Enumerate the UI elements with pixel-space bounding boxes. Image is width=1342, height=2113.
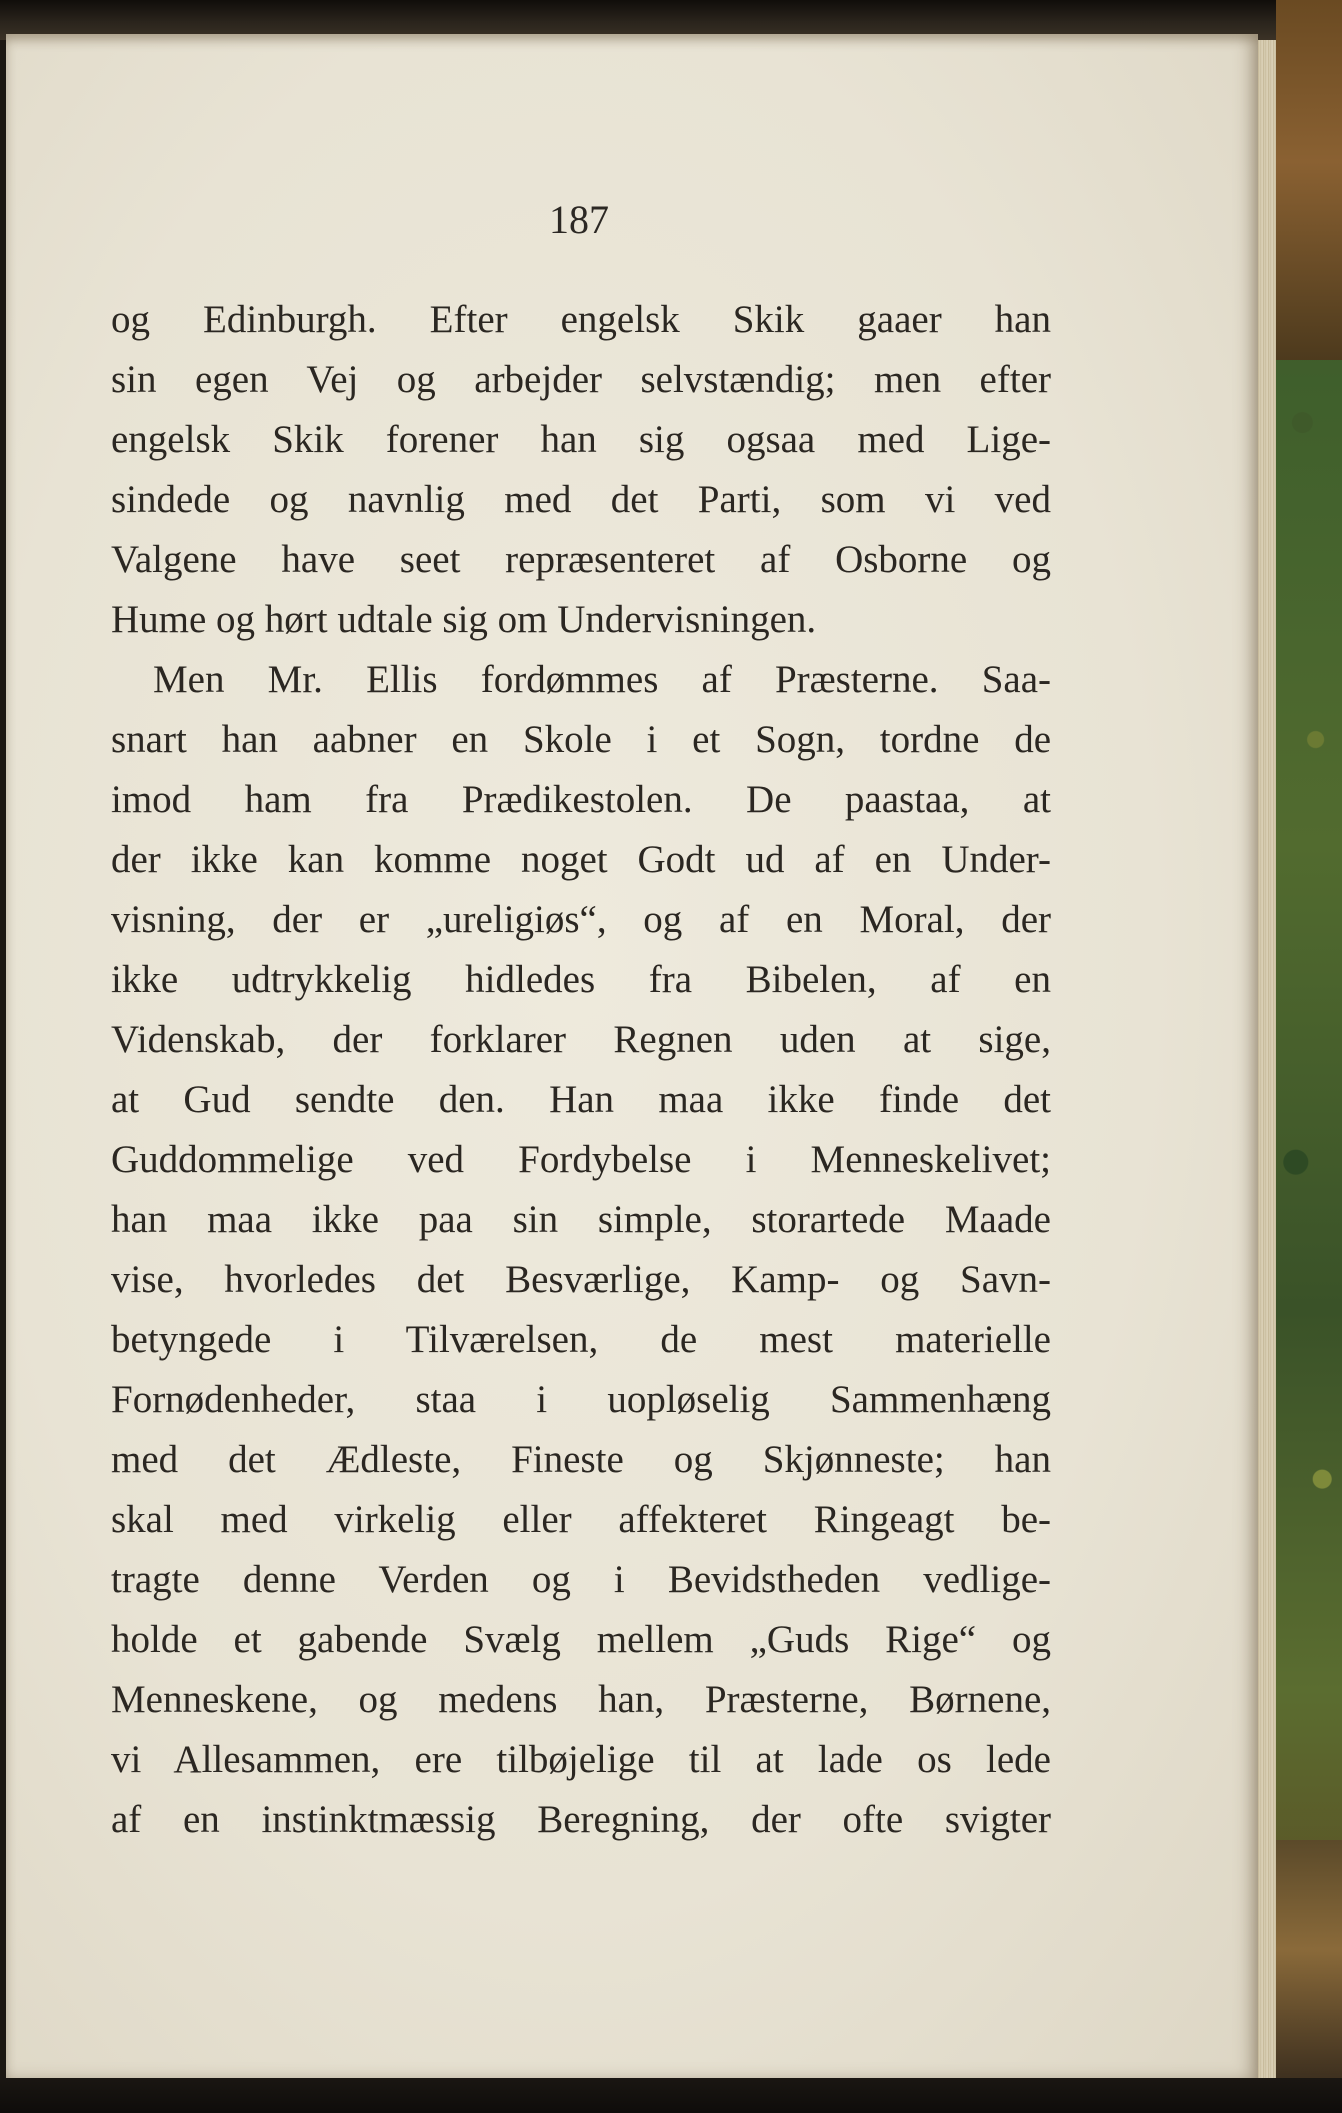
page-number: 187 bbox=[549, 197, 609, 242]
text-line: Fornødenheder, staa i uopløselig Sammenhæng bbox=[111, 1378, 1051, 1421]
text-line: imod ham fra Prædikestolen. De paastaa, at bbox=[111, 778, 1051, 821]
text-line: Guddommelige ved Fordybelse i Menneskelivet; bbox=[111, 1138, 1051, 1181]
text-line: der ikke kan komme noget Godt ud af en Under- bbox=[111, 838, 1051, 881]
text-line: sindede og navnlig med det Parti, som vi ved bbox=[111, 478, 1051, 521]
book-cover-corner-bottom bbox=[1276, 1840, 1342, 2113]
scan-bottom-edge bbox=[0, 2078, 1342, 2113]
text-line: Valgene have seet repræsenteret af Osborne og bbox=[111, 538, 1051, 581]
text-line: holde et gabende Svælg mellem „Guds Rige“ og bbox=[111, 1618, 1051, 1661]
text-line: skal med virkelig eller affekteret Ringeagt be- bbox=[111, 1498, 1051, 1541]
text-line: med det Ædleste, Fineste og Skjønneste; han bbox=[111, 1438, 1051, 1481]
text-line: sin egen Vej og arbejder selvstændig; men efter bbox=[111, 358, 1051, 401]
text-line: vi Allesammen, ere tilbøjelige til at lade os lede bbox=[111, 1738, 1051, 1781]
text-line: ikke udtrykkelig hidledes fra Bibelen, af en bbox=[111, 958, 1051, 1001]
text-line: betyngede i Tilværelsen, de mest materielle bbox=[111, 1318, 1051, 1361]
text-line: engelsk Skik forener han sig ogsaa med Lige- bbox=[111, 418, 1051, 461]
book-cover-corner-top bbox=[1276, 0, 1342, 360]
text-line: Menneskene, og medens han, Præsterne, Børnene, bbox=[111, 1678, 1051, 1721]
text-line: visning, der er „ureligiøs“, og af en Moral, der bbox=[111, 898, 1051, 941]
text-line: at Gud sendte den. Han maa ikke finde det bbox=[111, 1078, 1051, 1121]
text-line: Men Mr. Ellis fordømmes af Præsterne. Saa- bbox=[153, 658, 1051, 701]
text-line: Videnskab, der forklarer Regnen uden at sige, bbox=[111, 1018, 1051, 1061]
text-line: og Edinburgh. Efter engelsk Skik gaaer han bbox=[111, 298, 1051, 341]
text-line: han maa ikke paa sin simple, storartede Maade bbox=[111, 1198, 1051, 1241]
text-line: vise, hvorledes det Besværlige, Kamp- og Savn- bbox=[111, 1258, 1051, 1301]
text-line: tragte denne Verden og i Bevidstheden vedlige- bbox=[111, 1558, 1051, 1601]
text-line: snart han aabner en Skole i et Sogn, tordne de bbox=[111, 718, 1051, 761]
page-body-text bbox=[111, 290, 1051, 1850]
text-line: af en instinktmæssig Beregning, der ofte svigter bbox=[111, 1798, 1051, 1841]
text-line: Hume og hørt udtale sig om Undervisningen. bbox=[111, 598, 817, 641]
